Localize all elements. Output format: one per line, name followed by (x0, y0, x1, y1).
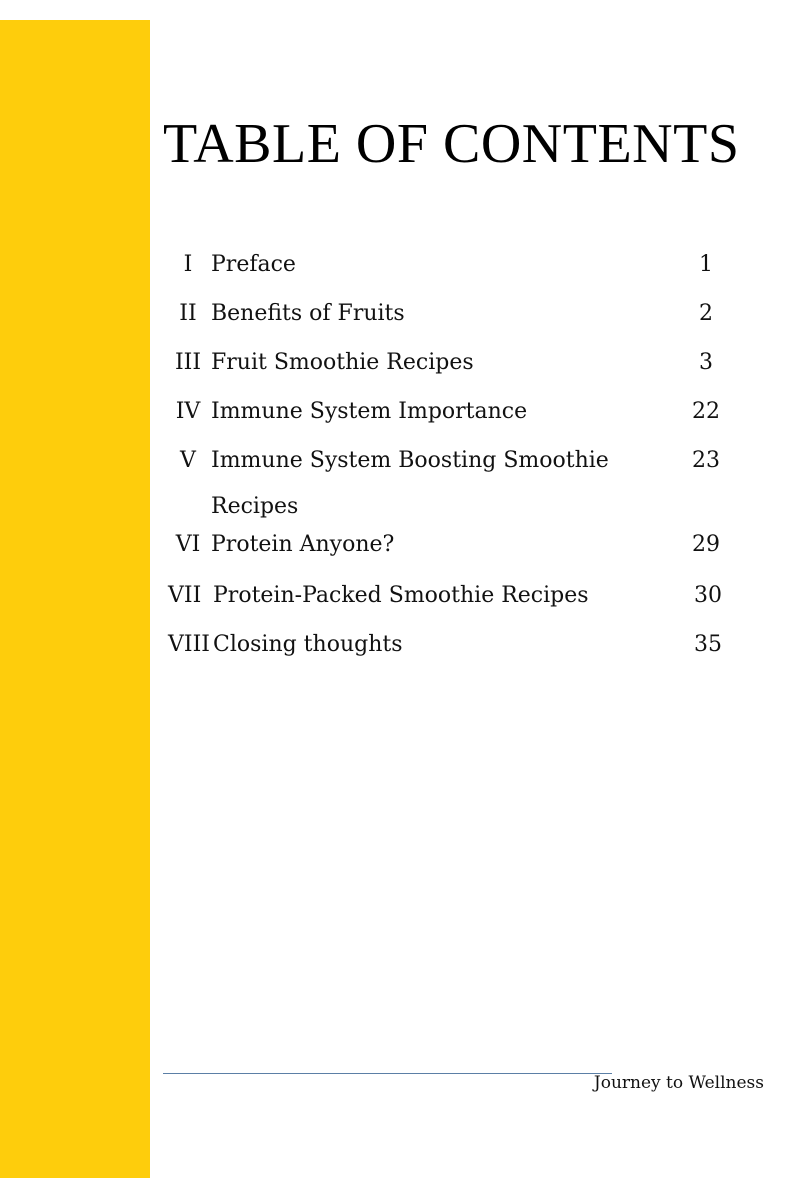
toc-entry-benefits-of-fruits[interactable] (168, 299, 728, 329)
toc-entry-immune-system-importance[interactable] (168, 397, 728, 427)
toc-page-number: 1 (699, 252, 713, 277)
toc-title: Immune System Boosting Smoothie Recipes (211, 448, 609, 519)
footer-divider (163, 1073, 612, 1074)
toc-entry-preface[interactable] (168, 250, 728, 280)
toc-number: II (179, 301, 197, 326)
toc-entry-protein-packed-recipes[interactable] (168, 581, 728, 611)
toc-page-number: 29 (692, 532, 720, 557)
toc-number: IV (175, 399, 201, 424)
toc-entry-fruit-smoothie-recipes[interactable] (168, 348, 728, 378)
toc-title: Benefits of Fruits (211, 301, 405, 326)
toc-number: III (174, 350, 202, 375)
toc-page-number: 22 (692, 399, 720, 424)
toc-page-number: 35 (694, 632, 722, 657)
toc-title: Protein-Packed Smoothie Recipes (213, 583, 589, 608)
toc-number: V (180, 448, 196, 473)
toc-page-number: 30 (694, 583, 722, 608)
toc-page-number: 3 (699, 350, 713, 375)
toc-entry-closing-thoughts[interactable] (168, 630, 728, 660)
table-of-contents (168, 250, 728, 679)
toc-title: Immune System Importance (211, 399, 528, 424)
toc-entry-protein-anyone[interactable] (168, 530, 728, 560)
toc-number: VII (168, 583, 202, 608)
toc-title: Closing thoughts (213, 632, 403, 657)
toc-number: VI (175, 532, 201, 557)
toc-page-number: 2 (699, 301, 713, 326)
toc-entry-immune-boosting-recipes[interactable] (168, 446, 728, 530)
toc-title: Preface (211, 252, 296, 277)
toc-number: I (183, 252, 193, 277)
page-title: TABLE OF CONTENTS (163, 113, 740, 175)
toc-number: VIII (168, 632, 210, 657)
toc-title: Protein Anyone? (211, 532, 395, 557)
yellow-side-bar (0, 20, 150, 1178)
toc-page-number: 23 (692, 448, 720, 473)
footer-title: Journey to Wellness (593, 1073, 764, 1093)
toc-title: Fruit Smoothie Recipes (211, 350, 474, 375)
